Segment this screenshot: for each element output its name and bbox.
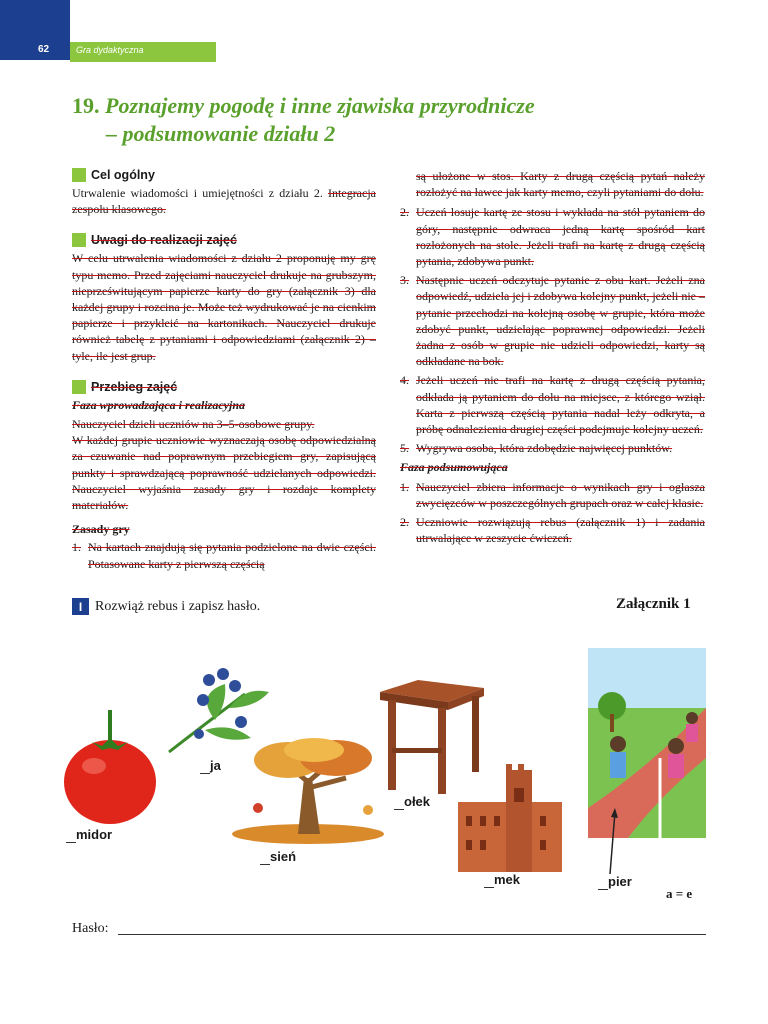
label-sien: sień: [270, 849, 297, 864]
label-midor: midor: [76, 827, 113, 842]
label-underline: [66, 842, 76, 843]
rules-list-cont: [400, 204, 705, 456]
right-column: [400, 168, 705, 549]
label-underline: [200, 773, 210, 774]
goal-heading: Cel ogólny: [72, 168, 376, 182]
list-item: 5. Wygrywa osoba, która zdobędzie najwięcej punktów.: [400, 441, 673, 456]
answer-line[interactable]: [118, 934, 706, 935]
rules-heading: Zasady gry: [72, 522, 130, 537]
list-item: 4. Jeżeli uczeń nie trafi na kartę z drugą częścią pytania, odkłada ją pytaniem do dołu na miejsce, z którego wziął. Karta z pierwszą częścią pytania nadal leży odkryta, a próbę odnalezienia drugiej części podejmuje kolejny uczeń.: [400, 373, 705, 437]
label-underline: [484, 887, 494, 888]
title-line-1: Poznajemy pogodę i inne zjawiska przyrodnicze: [105, 93, 535, 118]
lesson-number: 19.: [72, 93, 100, 118]
list-item: 3. Następnie uczeń odczytuje pytanie z obu kart. Jeżeli zna odpowiedź, udziela jej i zdobywa kolejny punkt, jeżeli nie – pytanie przechodzi na kolejną osobę w grupie, która może zdobyć punkt, udzielając poprawnej odpowiedzi. Jeżeli żadna z osób w grupie nie udzieli odpowiedzi, karty są odkładane na bok.: [400, 273, 705, 369]
label-underline: [260, 864, 270, 865]
notes-text: W celu utrwalenia wiadomości z działu 2 proponuję my grę typu memo. Przed zajęciami nauczyciel drukuje na grubszym, nieprześwitującym papierze karty do gry (załącznik 3) dla każdej grupy i rozcina je. Może też wydrukować je na cienkim papierze i przykleić na kartonikach. Nauczyciel drukuje również tabelę z pytaniami i odpowiedziami (załącznik 2) – tyle, ile jest grup.: [72, 251, 376, 363]
title-line-2: – podsumowanie działu 2: [106, 121, 336, 146]
list-item: 1. Na kartach znajdują się pytania podzielone na dwie części. Potasowane karty z pierwszą częścią: [72, 540, 376, 571]
green-square-icon: [72, 168, 86, 182]
task-text: Rozwiąż rebus i zapisz hasło.: [95, 598, 261, 614]
label-underline: [394, 809, 404, 810]
label-underline: [598, 889, 608, 890]
list-item: 2. Uczeń losuje kartę ze stosu i wykłada na stół pytaniem do góry, następnie odwraca jedną kartę spośród kart rozłożonych na stole. Jeżeli trafi na kartę z drugą częścią pytania, zdobywa punkt.: [400, 205, 705, 269]
phase-intro-p1: Nauczyciel dzieli uczniów na 3–5-osobowe grupy.: [72, 417, 315, 432]
summary-list: [400, 479, 705, 547]
castle-image: [458, 762, 562, 872]
section-label: Gra dydaktyczna: [76, 45, 144, 55]
page-number: 62: [38, 44, 50, 55]
rules-list: [72, 539, 376, 571]
page-title: [72, 92, 712, 148]
green-square-icon: [72, 380, 86, 394]
answer-label: Hasło:: [72, 921, 109, 936]
label-mek: mek: [494, 872, 521, 887]
label-ja: ja: [210, 758, 221, 773]
list-item: 1. Nauczyciel zbiera informacje o wynikach gry i ogłasza zwycięzców w poszczególnych grupach oraz w całej klasie.: [400, 479, 705, 510]
phase-heading-summary: Faza podsumowująca: [400, 460, 508, 475]
notes-heading: Uwagi do realizacji zajęć: [72, 233, 376, 247]
phase-intro-p2: W każdej grupie uczniowie wyznaczają osobę odpowiedzialną za czuwanie nad poprawnym przebiegiem gry, zapisującą punkty i sprawdzającą poprawność udzielanych odpowiedzi. Nauczyciel wyjaśnia zasady gry i rozdaje komplety materiałów.: [72, 433, 376, 513]
tomato-image: [62, 708, 158, 828]
phase-heading-intro: Faza wprowadzająca i realizacyjna: [72, 397, 246, 412]
header-blue-block: [0, 0, 70, 60]
rebus-rule: a = e: [666, 886, 693, 901]
course-heading: Przebieg zajęć: [72, 380, 376, 394]
arrow-pointer: [606, 808, 620, 876]
list-item: 2. Uczniowie rozwiązują rebus (załącznik 1) i zadania utrwalające w zeszycie ćwiczeń.: [400, 515, 705, 546]
left-column: [72, 168, 376, 575]
green-square-icon: [72, 233, 86, 247]
autumn-tree-image: [228, 738, 388, 844]
goal-text: Utrwalenie wiadomości i umiejętności z działu 2. Integracja zespołu klasowego.: [72, 186, 376, 217]
label-olek: ołek: [404, 794, 431, 809]
label-pier: pier: [608, 874, 632, 889]
attachment-label: Załącznik 1: [616, 596, 691, 612]
task-number-badge: I: [72, 598, 89, 615]
rules-continuation: są ułożone w stos. Karty z drugą częścią pytań należy rozłożyć na ławce jak karty memo, czyli pytaniami do dołu.: [416, 169, 705, 200]
task-line: [72, 598, 260, 615]
